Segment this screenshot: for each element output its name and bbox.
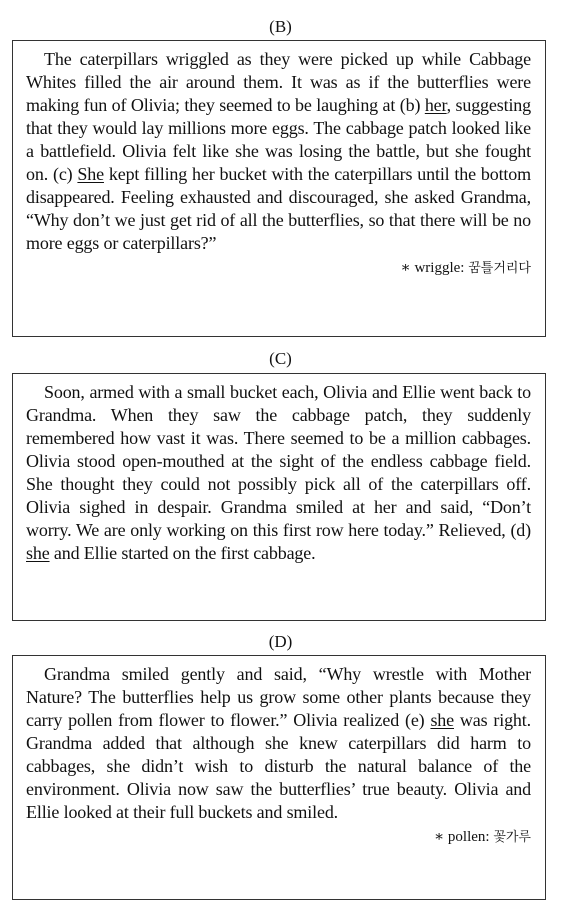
footnote-wriggle xyxy=(26,257,531,280)
section-b-text-1: The caterpillars wriggled as they were picked up while Cabbage Whites filled the air around them. It was as if the butterflies were making fun of Olivia; they seemed to be laughing at xyxy=(26,49,531,115)
marker-c: (c) xyxy=(52,164,78,184)
underlined-her: her xyxy=(424,95,447,115)
section-b-box xyxy=(12,40,546,337)
section-d-text-1: Grandma smiled gently and said, “Why wrestle with Mother Nature? The butterflies help us grow some other plants because they carry pollen from flower to flower.” Olivia realized xyxy=(26,664,531,730)
underlined-she-c: She xyxy=(77,164,104,184)
section-c-text-1: Soon, armed with a small bucket each, Olivia and Ellie went back to Grandma. When they saw the cabbage patch, they suddenly remembered how vast it was. There seemed to be a million cabbages. Olivia stood open-mouthed at the sight of the endless cabbage field. She thought they could not possibly pick all of the caterpillars off. Olivia sighed in despair. Grandma smiled at her and said, “Don’t worry. We are only working on this first row here today.” Relieved, xyxy=(26,382,531,540)
section-c-box xyxy=(12,373,546,621)
section-d-text-2: was right. Grandma added that although she knew caterpillars did harm to cabbages, she didn’t wish to disturb the natural balance of the environment. Olivia now saw the butterflies’ true beauty. Olivia and Ellie looked at their full buckets and smiled. xyxy=(26,710,531,822)
section-c-label: (C) xyxy=(269,349,292,368)
footnote-wriggle-word: ∗ wriggle: xyxy=(400,260,469,276)
marker-e: (e) xyxy=(405,710,431,730)
section-b-label: (B) xyxy=(269,17,292,36)
marker-d: (d) xyxy=(510,520,531,540)
footnote-pollen-gloss: 꽃가루 xyxy=(493,830,531,845)
underlined-she-e: she xyxy=(430,710,454,730)
section-d-label: (D) xyxy=(268,632,293,651)
footnote-pollen xyxy=(26,826,531,849)
marker-b: (b) xyxy=(399,95,425,115)
section-b-paragraph xyxy=(26,48,531,255)
footnote-pollen-word: ∗ pollen: xyxy=(433,829,494,845)
section-c-paragraph xyxy=(26,381,531,565)
underlined-she-d: she xyxy=(26,543,50,563)
section-d-box xyxy=(12,655,546,900)
section-b-text-2: , suggesting that they would lay millions more eggs. The cabbage patch looked like a battlefield. Olivia felt like she was losing the battle, but she fought on. xyxy=(26,95,532,184)
footnote-wriggle-gloss: 꿈틀거리다 xyxy=(468,261,531,276)
section-d-paragraph xyxy=(26,663,531,824)
section-b-text-3: kept filling her bucket with the caterpillars until the bottom disappeared. Feeling exhausted and discouraged, she asked Grandma, “Why don’t we just get rid of all the butterflies, so that there will be no more eggs or caterpillars?” xyxy=(26,164,531,253)
section-c-text-2: and Ellie started on the first cabbage. xyxy=(49,543,316,563)
